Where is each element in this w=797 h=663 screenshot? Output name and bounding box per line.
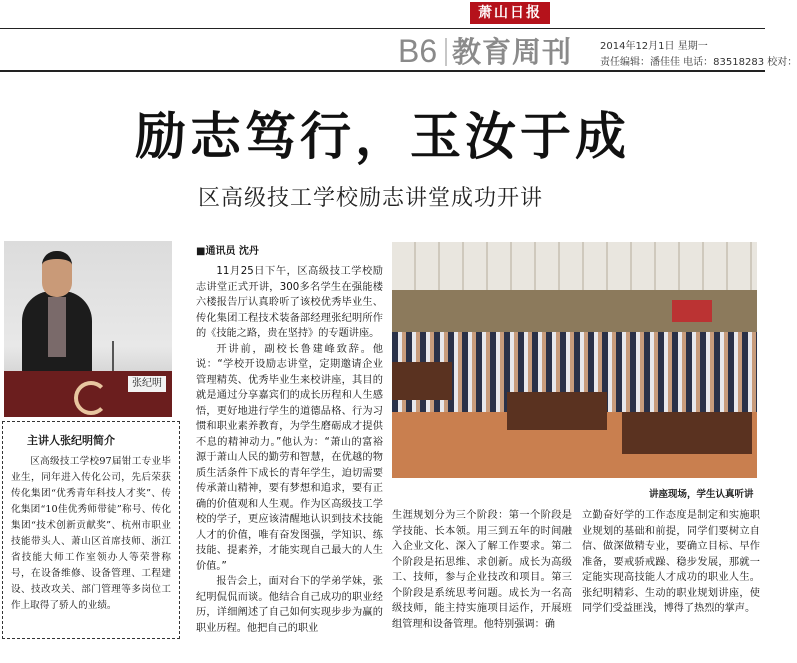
editor-line: 责任编辑：潘佳佳 电话：83518283 校对： [600, 57, 797, 68]
article-column-2 [392, 508, 572, 632]
desk [507, 392, 607, 430]
issue-date: 2014年12月1日 星期一 [600, 41, 708, 52]
photo-caption: 讲座现场，学生认真听讲 [649, 489, 754, 500]
article-column-1 [196, 264, 383, 636]
hall-stage [672, 300, 712, 322]
article-paragraph: 开讲前，副校长鲁建峰致辞。他说：“学校开设励志讲堂，定期邀请企业管理精英、优秀毕业生来校讲座，其目的就是通过分享嘉宾们的成长历程和人生感悟，更好地进行学生的道德品格、行为习惯和职业素养教育，为学生磨砺成才提供不息的精神动力。”他认为：“萧山的富裕源于萧山人民的勤劳和智慧，在优越的物质生活条件下成长的青年学生，迫切需要传承萧山精神，要有梦想和追求，要有正确的价值观和人生观。作为区高级技工学校的学子，更应该清醒地认识到技术技能人才的价值，唯有奋发图强，学知识、练技能、提素养，才能实现自己最大的人生价值。” [196, 343, 383, 572]
speaker-photo [4, 241, 172, 417]
microphone-icon [112, 341, 114, 375]
speaker-head [42, 251, 72, 297]
bio-title: 主讲人张纪明简介 [27, 434, 115, 447]
header-rule [0, 70, 765, 72]
subheadline: 区高级技工学校励志讲堂成功开讲 [198, 186, 544, 211]
top-rule [0, 28, 765, 29]
name-card: 张纪明 [128, 376, 166, 392]
page-number: B6 [398, 33, 438, 69]
article-byline: ■通讯员 沈丹 [196, 246, 259, 257]
article-paragraph: 生涯规划分为三个阶段：第一个阶段是学技能、长本领。用三到五年的时间融入企业文化、深入了解工作要求。第二个阶段是拓思维、求创新。成长为高级工、技师，参与企业技改和项目。第三个阶段是系统思考问题。成长为一名高级技师，能主持实施项目运作，开展班组管理和设备管理。他特别强调：确 [392, 510, 572, 630]
podium-emblem-icon [74, 381, 108, 415]
hall-ceiling [392, 242, 757, 290]
page-separator [445, 38, 447, 66]
section-title: 教育周刊 [452, 35, 573, 69]
article-paragraph: 11月25日下午，区高级技工学校励志讲堂正式开讲，300多名学生在强能楼六楼报告厅认真聆听了该校优秀毕业生、传化集团工程技术装备部经理张纪明所作的《技能之路，贵在坚持》的专题讲座。 [196, 266, 383, 339]
article-column-3 [582, 508, 760, 617]
newspaper-logo: 萧山日报 [470, 2, 550, 24]
headline: 励志笃行，玉汝于成 [135, 108, 631, 167]
article-paragraph: 报告会上，面对台下的学弟学妹，张纪明侃侃而谈。他结合自己成功的职业经历，详细阐述了自己如何实现步步为赢的职业历程。他把自己的职业 [196, 576, 383, 634]
bio-text: 区高级技工学校97届钳工专业毕业生，同年进入传化公司，先后荣获传化集团“优秀青年科技人才奖”、传化集团“10佳优秀师带徒”称号、传化集团“技术创新贡献奖”、杭州市职业技能带头人、萧山区首席技师、浙江省技能大师工作室领办人等荣誉称号，在设备维修、设备管理、工程建设、技改攻关、部门管理等多岗位工作上取得了骄人的业绩。 [11, 456, 171, 611]
desk [392, 362, 452, 400]
article-paragraph: 立勤奋好学的工作态度是制定和实施职业规划的基础和前提，同学们要树立自信、做深做精专业，要确立目标、早作准备，要戒骄戒躁、稳步发展，那就一定能实现高技能人才成功的职业人生。张纪明精彩、生动的职业规划讲座，使同学们受益匪浅，博得了热烈的掌声。 [582, 510, 760, 614]
speaker-shirt [48, 297, 66, 357]
lecture-hall-photo [392, 242, 757, 478]
desk [622, 412, 752, 454]
